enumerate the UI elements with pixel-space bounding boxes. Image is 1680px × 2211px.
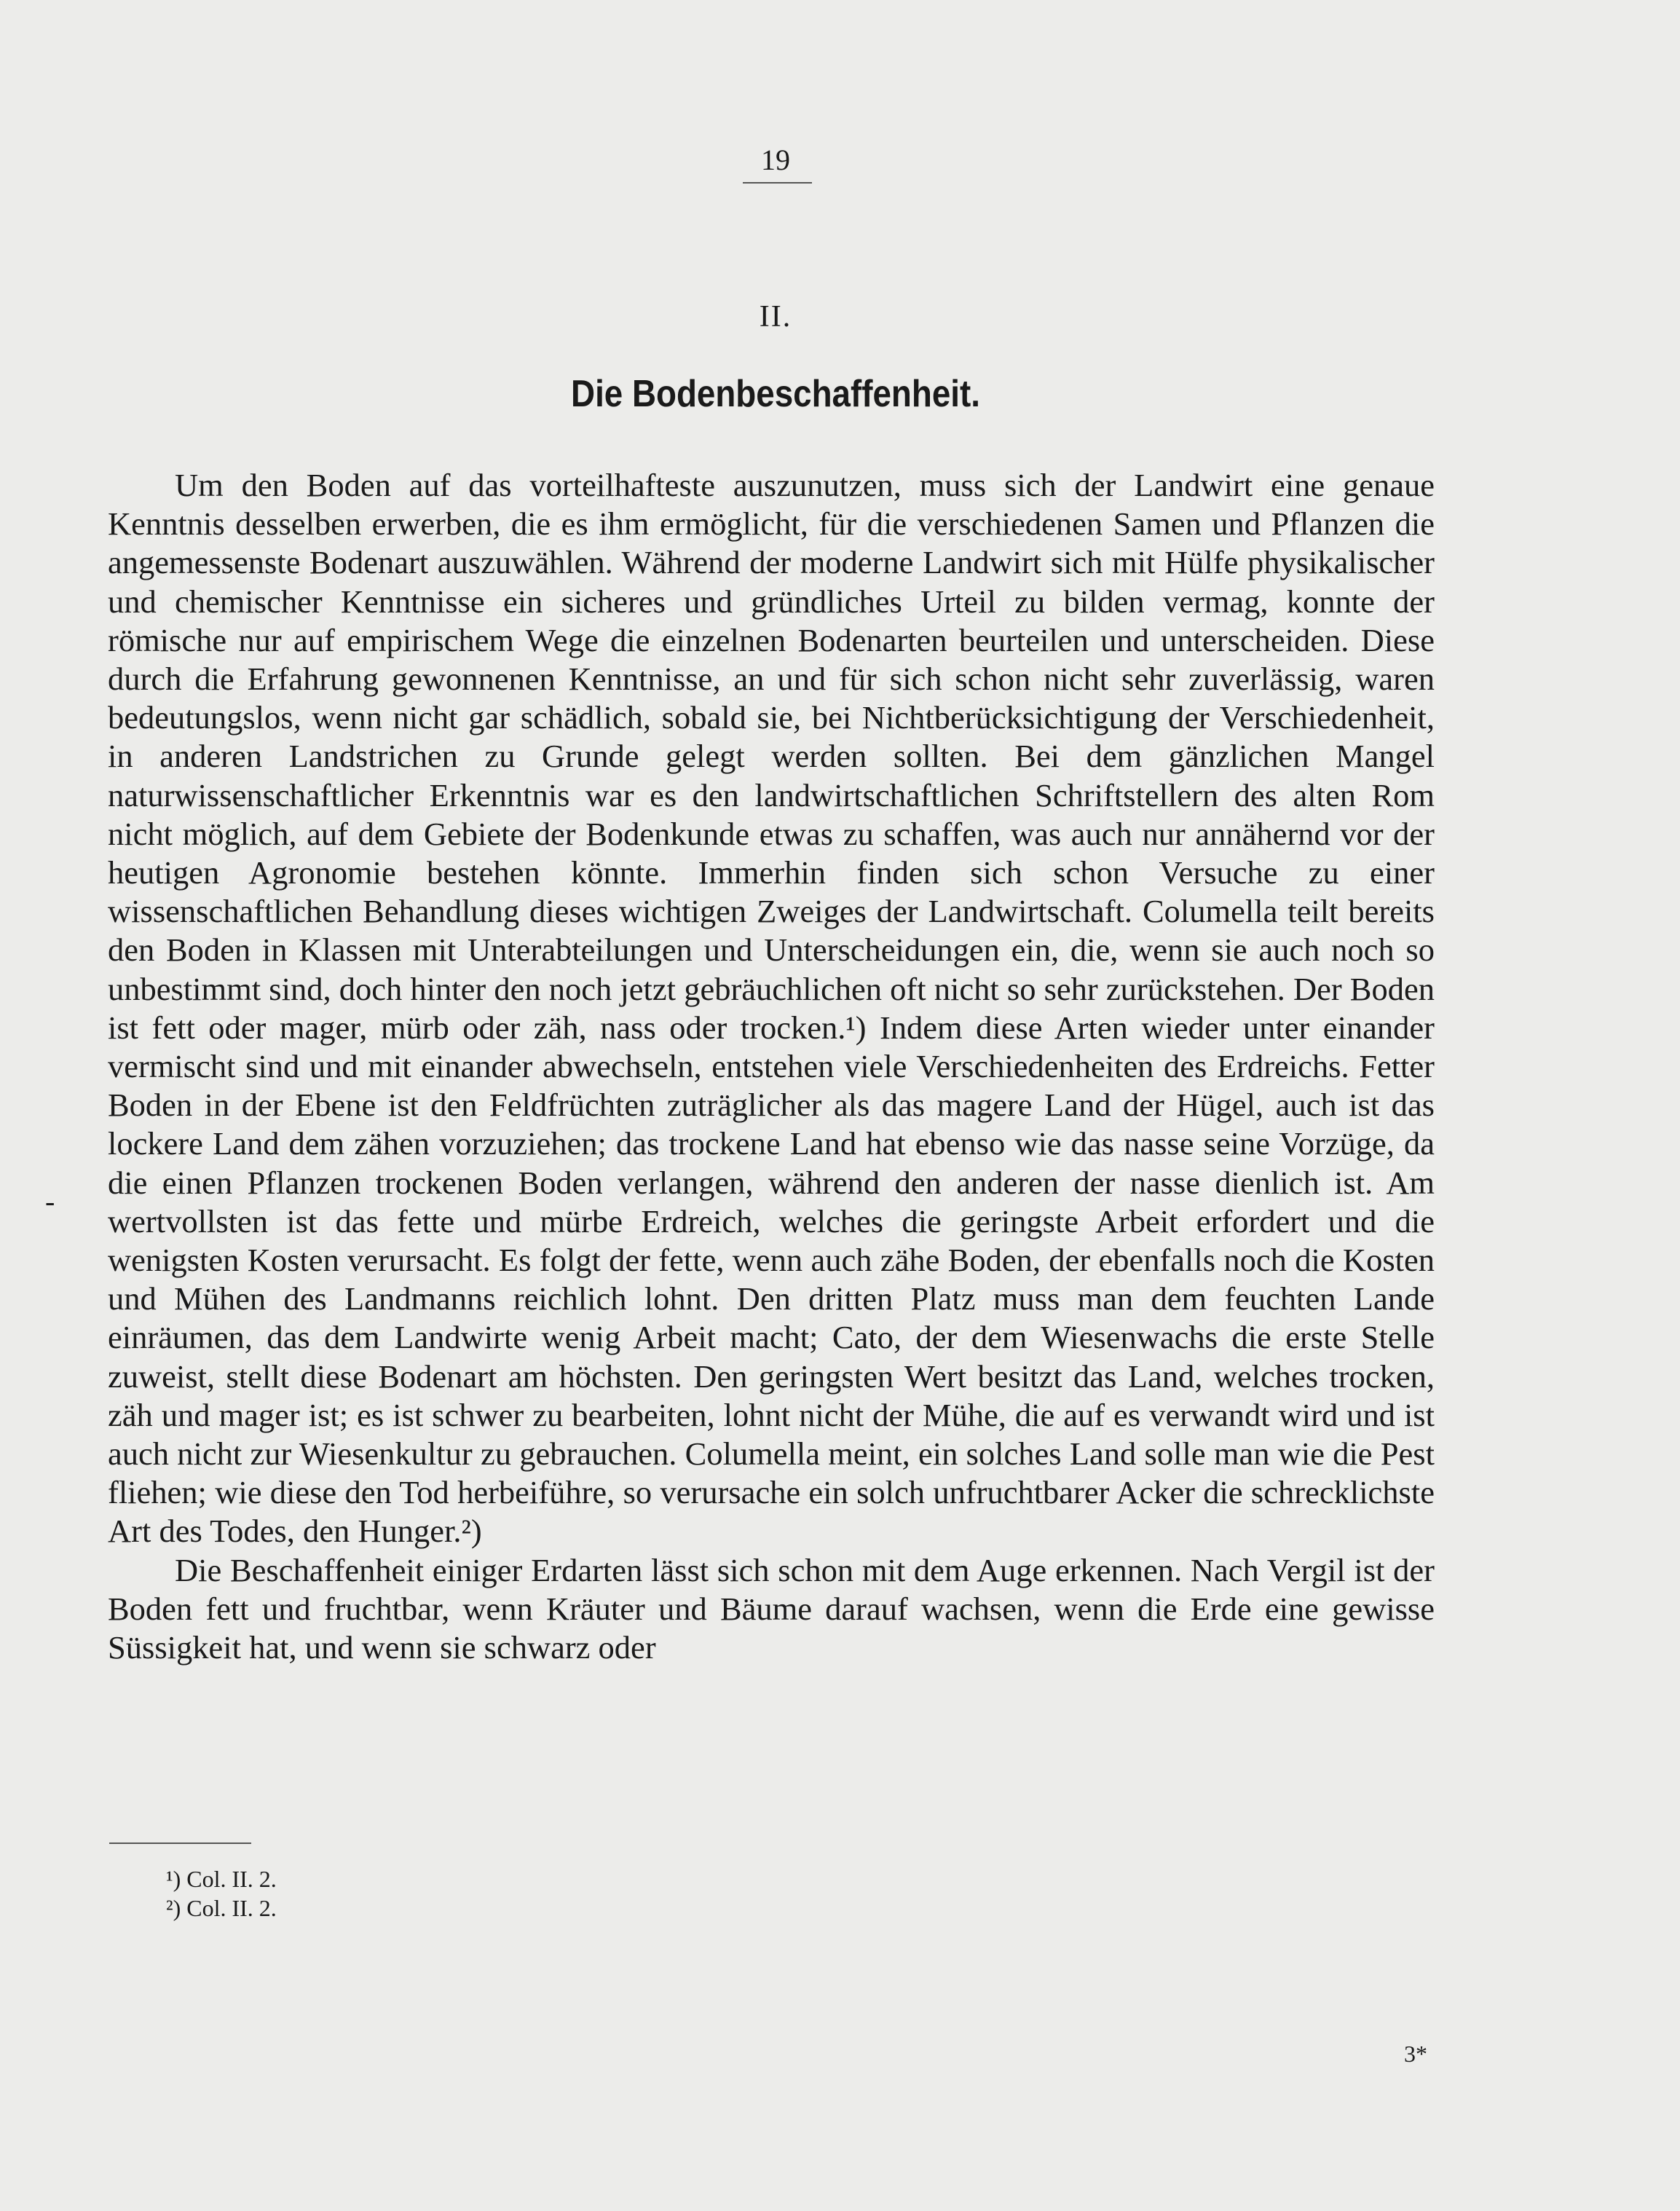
signature-mark: 3* <box>1404 2041 1427 2067</box>
page-number: 19 <box>761 143 790 176</box>
paragraph-1: Um den Boden auf das vorteilhafteste auszunutzen, muss sich der Landwirt eine genaue Kenntnis desselben erwerben, die es ihm ermöglicht, für die verschiedenen Samen und Pflanzen die angemessenste Bodenart auszuwählen. Während der moderne Landwirt sich mit Hülfe physikalischer und chemischer Kenntnisse ein sicheres und gründliches Urteil zu bilden vermag, konnte der römische nur auf empirischem Wege die einzelnen Bodenarten beurteilen und unterscheiden. Diese durch die Erfahrung gewonnenen Kenntnisse, an und für sich schon nicht sehr zuverlässig, waren bedeutungslos, wenn nicht gar schädlich, sobald sie, bei Nichtberücksichtigung der Verschiedenheit, in anderen Landstrichen zu Grunde gelegt werden sollten. Bei dem gänzlichen Mangel naturwissenschaftlicher Erkenntnis war es den landwirtschaftlichen Schriftstellern des alten Rom nicht möglich, auf dem Gebiete der Bodenkunde etwas zu schaffen, was auch nur annähernd vor der heutigen Agronomie bestehen könnte. Immerhin finden sich schon Versuche zu einer wissenschaftlichen Behandlung dieses wichtigen Zweiges der Landwirtschaft. Columella teilt bereits den Boden in Klassen mit Unterabteilungen und Unterscheidungen ein, die, wenn sie auch noch so unbestimmt sind, doch hinter den noch jetzt gebräuchlichen oft nicht so sehr zurückstehen. Der Boden ist fett oder mager, mürb oder zäh, nass oder trocken.¹) Indem diese Arten wieder unter einander vermischt sind und mit einander abwechseln, entstehen viele Verschiedenheiten des Erdreichs. Fetter Boden in der Ebene ist den Feldfrüchten zuträglicher als das magere Land der Hügel, auch ist das lockere Land dem zähen vorzuziehen; das trockene Land hat ebenso wie das nasse seine Vorzüge, da die einen Pflanzen trockenen Boden verlangen, während den anderen der nasse dienlich ist. Am wertvollsten ist das fette und mürbe Erdreich, welches die geringste Arbeit erfordert und die wenigsten Kosten verursacht. Es folgt der fette, wenn auch zähe Boden, der ebenfalls noch die Kosten und Mühen des Landmanns reichlich lohnt. Den dritten Platz muss man dem feuchten Lande einräumen, das dem Landwirte wenig Arbeit macht; Cato, der dem Wiesenwachs die erste Stelle zuweist, stellt diese Bodenart am höchsten. Den geringsten Wert besitzt das Land, welches trocken, zäh und mager ist; es ist schwer zu bearbeiten, lohnt nicht der Mühe, die auf es verwandt wird und ist auch nicht zur Wiesenkultur zu gebrauchen. Columella meint, ein solches Land solle man wie die Pest fliehen; wie diese den Tod herbeiführe, so verursache ein solch unfruchtbarer Acker die schrecklichste Art des Todes, den Hunger.²) <box>108 467 1435 1550</box>
footnote-1: ¹) Col. II. 2. <box>166 1866 277 1892</box>
section-title: Die Bodenbeschaffenheit. <box>571 373 980 415</box>
page-number-rule <box>743 182 812 184</box>
body-text <box>108 466 1435 1667</box>
paragraph-2: Die Beschaffenheit einiger Erdarten lässt sich schon mit dem Auge erkennen. Nach Vergil ist der Boden fett und fruchtbar, wenn Kräuter und Bäume darauf wachsen, wenn die Erde eine gewisse Süssigkeit hat, und wenn sie schwarz oder <box>108 1551 1435 1666</box>
margin-mark: - <box>45 1185 55 1218</box>
footnote-2: ²) Col. II. 2. <box>166 1895 277 1921</box>
footnotes <box>166 1864 676 1923</box>
section-number: II. <box>759 300 792 334</box>
footnote-rule <box>109 1842 251 1844</box>
